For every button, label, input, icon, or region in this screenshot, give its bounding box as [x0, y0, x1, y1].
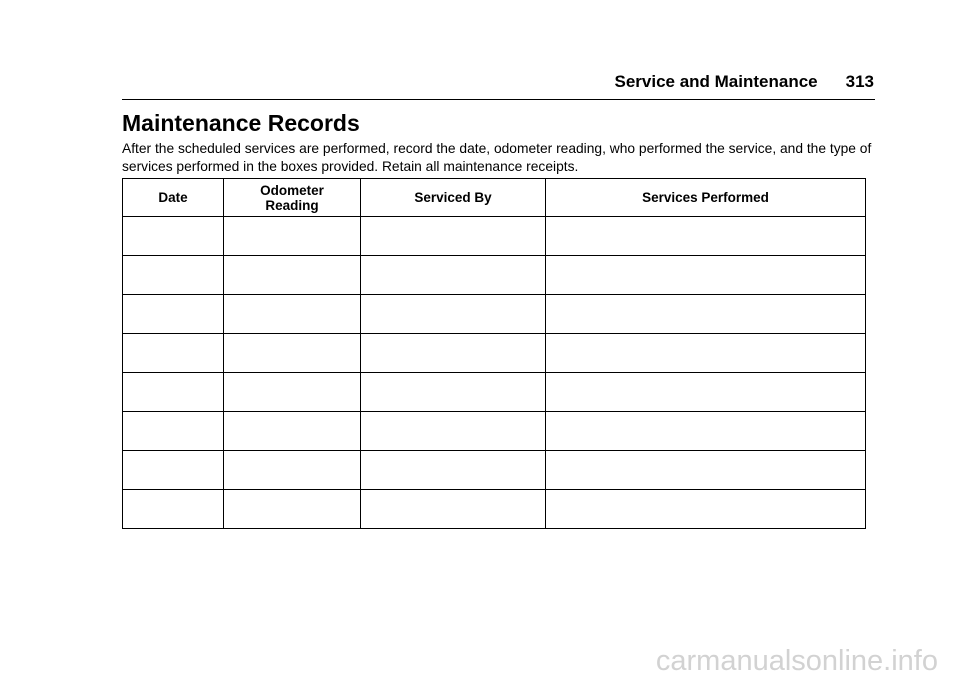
services-performed-cell	[546, 256, 866, 295]
services-performed-cell	[546, 373, 866, 412]
date-cell	[123, 256, 224, 295]
services-performed-cell	[546, 217, 866, 256]
table-row	[123, 217, 866, 256]
serviced-by-cell	[361, 373, 546, 412]
services-performed-cell	[546, 295, 866, 334]
column-header-odometer	[224, 179, 361, 217]
watermark: carmanualsonline.info	[655, 645, 938, 677]
serviced-by-cell	[361, 256, 546, 295]
intro-paragraph: After the scheduled services are performed, record the date, odometer reading, who performed the service, and the type of services performed in the boxes provided. Retain all maintenance receipts.	[122, 141, 872, 174]
services-performed-cell	[546, 451, 866, 490]
odometer-cell	[224, 451, 361, 490]
services-performed-cell	[546, 490, 866, 529]
table-row	[123, 334, 866, 373]
date-cell	[123, 217, 224, 256]
odometer-cell	[224, 490, 361, 529]
services-performed-cell	[546, 334, 866, 373]
date-cell	[123, 490, 224, 529]
maintenance-records-table	[122, 178, 866, 529]
date-cell	[123, 412, 224, 451]
date-cell	[123, 451, 224, 490]
serviced-by-cell	[361, 451, 546, 490]
table-row	[123, 373, 866, 412]
column-header-services-performed: Services Performed	[546, 179, 866, 217]
serviced-by-cell	[361, 412, 546, 451]
column-header-serviced-by: Serviced By	[361, 179, 546, 217]
table-row	[123, 451, 866, 490]
odometer-cell	[224, 295, 361, 334]
page-number: 313	[845, 72, 874, 91]
services-performed-cell	[546, 412, 866, 451]
odometer-cell	[224, 412, 361, 451]
section-title: Service and Maintenance	[614, 72, 818, 91]
odometer-cell	[224, 373, 361, 412]
table-body	[123, 217, 866, 529]
date-cell	[123, 373, 224, 412]
serviced-by-cell	[361, 217, 546, 256]
table-row	[123, 490, 866, 529]
column-header-date: Date	[123, 179, 224, 217]
column-header-odometer-label: Odometer Reading	[260, 182, 324, 213]
header-rule	[122, 99, 875, 100]
serviced-by-cell	[361, 295, 546, 334]
date-cell	[123, 295, 224, 334]
odometer-cell	[224, 217, 361, 256]
table-row	[123, 295, 866, 334]
table-header-row	[123, 179, 866, 217]
date-cell	[123, 334, 224, 373]
odometer-cell	[224, 334, 361, 373]
page-title: Maintenance Records	[122, 110, 360, 136]
table-row	[123, 412, 866, 451]
running-header	[0, 72, 874, 92]
serviced-by-cell	[361, 490, 546, 529]
serviced-by-cell	[361, 334, 546, 373]
table-row	[123, 256, 866, 295]
odometer-cell	[224, 256, 361, 295]
